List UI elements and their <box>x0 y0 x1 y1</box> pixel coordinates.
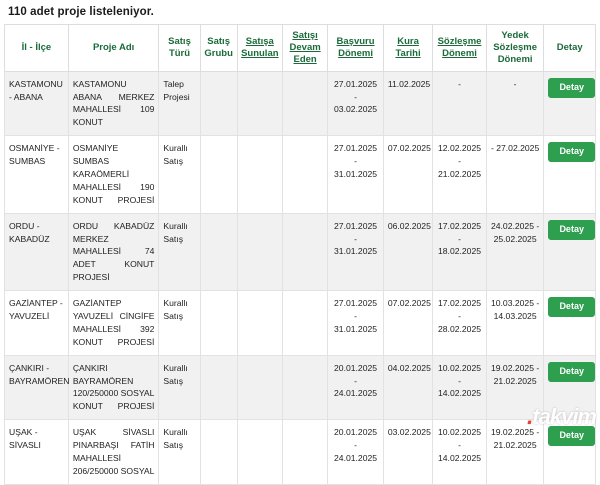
table-body <box>5 71 596 484</box>
result-count-notice: 110 adet proje listeleniyor. <box>8 6 154 18</box>
detay-button[interactable]: Detay <box>548 142 595 162</box>
cell-kura-tarihi: 03.02.2025 <box>383 420 432 485</box>
table-row <box>5 420 596 485</box>
cell-basvuru-donemi: 27.01.2025 - 31.01.2025 <box>328 136 384 213</box>
cell-satis-grubu <box>200 291 237 356</box>
cell-detay <box>544 355 596 420</box>
cell-satis-grubu <box>200 355 237 420</box>
cell-il-ilce: KASTAMONU - ABANA <box>5 71 69 136</box>
cell-proje-adi: ORDU KABADÜZ MERKEZ MAHALLESİ 74 ADET KONUT PROJESİ <box>68 213 159 290</box>
cell-il-ilce: UŞAK - SİVASLI <box>5 420 69 485</box>
column-header-sozlesme-donemi[interactable] <box>433 25 487 72</box>
detay-button[interactable]: Detay <box>548 362 595 382</box>
cell-kura-tarihi: 04.02.2025 <box>383 355 432 420</box>
header-label-satis-turu: Satış Türü <box>168 35 191 59</box>
column-header-basvuru-donemi[interactable] <box>328 25 384 72</box>
table-row <box>5 291 596 356</box>
table-row <box>5 136 596 213</box>
cell-satisi-devam-eden <box>282 213 327 290</box>
cell-proje-adi: KASTAMONU ABANA MERKEZ MAHALLESİ 109 KONUT <box>68 71 159 136</box>
cell-satisi-devam-eden <box>282 355 327 420</box>
column-header-satisa-sunulan[interactable] <box>237 25 282 72</box>
cell-satis-turu: Talep Projesi <box>159 71 200 136</box>
cell-il-ilce: GAZİANTEP - YAVUZELİ <box>5 291 69 356</box>
cell-kura-tarihi: 06.02.2025 <box>383 213 432 290</box>
cell-basvuru-donemi: 20.01.2025 - 24.01.2025 <box>328 420 384 485</box>
projects-table <box>4 24 596 485</box>
cell-yedek-sozlesme-donemi: 24.02.2025 - 25.02.2025 <box>486 213 544 290</box>
header-label-sozlesme-donemi: Sözleşme Dönemi <box>437 35 482 59</box>
cell-il-ilce: OSMANİYE - SUMBAS <box>5 136 69 213</box>
cell-satisa-sunulan <box>237 420 282 485</box>
cell-satis-turu: Kurallı Satış <box>159 136 200 213</box>
cell-detay <box>544 213 596 290</box>
header-label-satis-grubu: Satış Grubu <box>204 35 233 59</box>
cell-basvuru-donemi: 20.01.2025 - 24.01.2025 <box>328 355 384 420</box>
watermark-dot: . <box>527 404 533 429</box>
detay-button[interactable]: Detay <box>548 220 595 240</box>
cell-yedek-sozlesme-donemi: - 27.02.2025 <box>486 136 544 213</box>
cell-satis-turu: Kurallı Satış <box>159 213 200 290</box>
cell-yedek-sozlesme-donemi: 19.02.2025 - 21.02.2025 <box>486 420 544 485</box>
cell-satisa-sunulan <box>237 291 282 356</box>
cell-satis-grubu <box>200 420 237 485</box>
header-label-kura-tarihi: Kura Tarihi <box>395 35 421 59</box>
cell-satisa-sunulan <box>237 355 282 420</box>
cell-satisa-sunulan <box>237 136 282 213</box>
table-header-row <box>5 25 596 72</box>
header-label-proje-adi: Proje Adı <box>92 41 135 53</box>
column-header-detay <box>544 25 596 72</box>
cell-detay <box>544 136 596 213</box>
column-header-yedek-sozlesme-donemi[interactable] <box>486 25 544 72</box>
cell-basvuru-donemi: 27.01.2025 - 03.02.2025 <box>328 71 384 136</box>
cell-satis-grubu <box>200 71 237 136</box>
cell-kura-tarihi: 07.02.2025 <box>383 291 432 356</box>
cell-satisi-devam-eden <box>282 71 327 136</box>
column-header-kura-tarihi[interactable] <box>383 25 432 72</box>
table-row <box>5 213 596 290</box>
cell-kura-tarihi: 11.02.2025 <box>383 71 432 136</box>
table-row <box>5 355 596 420</box>
cell-basvuru-donemi: 27.01.2025 - 31.01.2025 <box>328 291 384 356</box>
header-label-detay: Detay <box>556 41 583 53</box>
cell-proje-adi: OSMANİYE SUMBAS KARAÖMERLİ MAHALLESİ 190 KONUT PROJESİ <box>68 136 159 213</box>
cell-yedek-sozlesme-donemi: 10.03.2025 - 14.03.2025 <box>486 291 544 356</box>
header-label-satisi-devam-eden: Satışı Devam Eden <box>289 30 321 65</box>
header-label-basvuru-donemi: Başvuru Dönemi <box>336 35 375 59</box>
cell-kura-tarihi: 07.02.2025 <box>383 136 432 213</box>
cell-satisi-devam-eden <box>282 136 327 213</box>
cell-sozlesme-donemi: - <box>433 71 487 136</box>
detay-button[interactable]: Detay <box>548 297 595 317</box>
cell-satisa-sunulan <box>237 71 282 136</box>
cell-proje-adi: UŞAK SİVASLI PINARBAŞI FATİH MAHALLESİ 206/250000 SOSYAL <box>68 420 159 485</box>
table-head <box>5 25 596 72</box>
column-header-proje-adi[interactable] <box>68 25 159 72</box>
cell-satis-turu: Kurallı Satış <box>159 355 200 420</box>
watermark-text: takvim <box>532 404 596 429</box>
cell-sozlesme-donemi: 12.02.2025 - 21.02.2025 <box>433 136 487 213</box>
header-label-satisa-sunulan: Satışa Sunulan <box>241 35 279 59</box>
column-header-satisi-devam-eden[interactable] <box>282 25 327 72</box>
cell-detay <box>544 420 596 485</box>
header-label-yedek-sozlesme-donemi: Yedek Sözleşme Dönemi <box>493 30 538 65</box>
cell-detay <box>544 71 596 136</box>
cell-satisi-devam-eden <box>282 291 327 356</box>
cell-yedek-sozlesme-donemi: - <box>486 71 544 136</box>
cell-satisa-sunulan <box>237 213 282 290</box>
cell-sozlesme-donemi: 10.02.2025 - 14.02.2025 <box>433 355 487 420</box>
column-header-satis-turu[interactable] <box>159 25 200 72</box>
cell-satis-grubu <box>200 213 237 290</box>
detay-button[interactable]: Detay <box>548 426 595 446</box>
cell-sozlesme-donemi: 17.02.2025 - 28.02.2025 <box>433 291 487 356</box>
cell-satis-grubu <box>200 136 237 213</box>
cell-proje-adi: GAZİANTEP YAVUZELİ CİNGİFE MAHALLESİ 392 KONUT PROJESİ <box>68 291 159 356</box>
cell-sozlesme-donemi: 17.02.2025 - 18.02.2025 <box>433 213 487 290</box>
column-header-satis-grubu[interactable] <box>200 25 237 72</box>
cell-satis-turu: Kurallı Satış <box>159 420 200 485</box>
cell-satisi-devam-eden <box>282 420 327 485</box>
cell-basvuru-donemi: 27.01.2025 - 31.01.2025 <box>328 213 384 290</box>
cell-il-ilce: ORDU - KABADÜZ <box>5 213 69 290</box>
column-header-il-ilce[interactable] <box>5 25 69 72</box>
table-row <box>5 71 596 136</box>
detay-button[interactable]: Detay <box>548 78 595 98</box>
cell-il-ilce: ÇANKIRI - BAYRAMÖREN <box>5 355 69 420</box>
cell-yedek-sozlesme-donemi: 19.02.2025 - 21.02.2025 <box>486 355 544 420</box>
header-label-il-ilce: İl - İlçe <box>21 41 52 53</box>
cell-sozlesme-donemi: 10.02.2025 - 14.02.2025 <box>433 420 487 485</box>
cell-satis-turu: Kurallı Satış <box>159 291 200 356</box>
cell-detay <box>544 291 596 356</box>
cell-proje-adi: ÇANKIRI BAYRAMÖREN 120/250000 SOSYAL KONUT PROJESİ <box>68 355 159 420</box>
